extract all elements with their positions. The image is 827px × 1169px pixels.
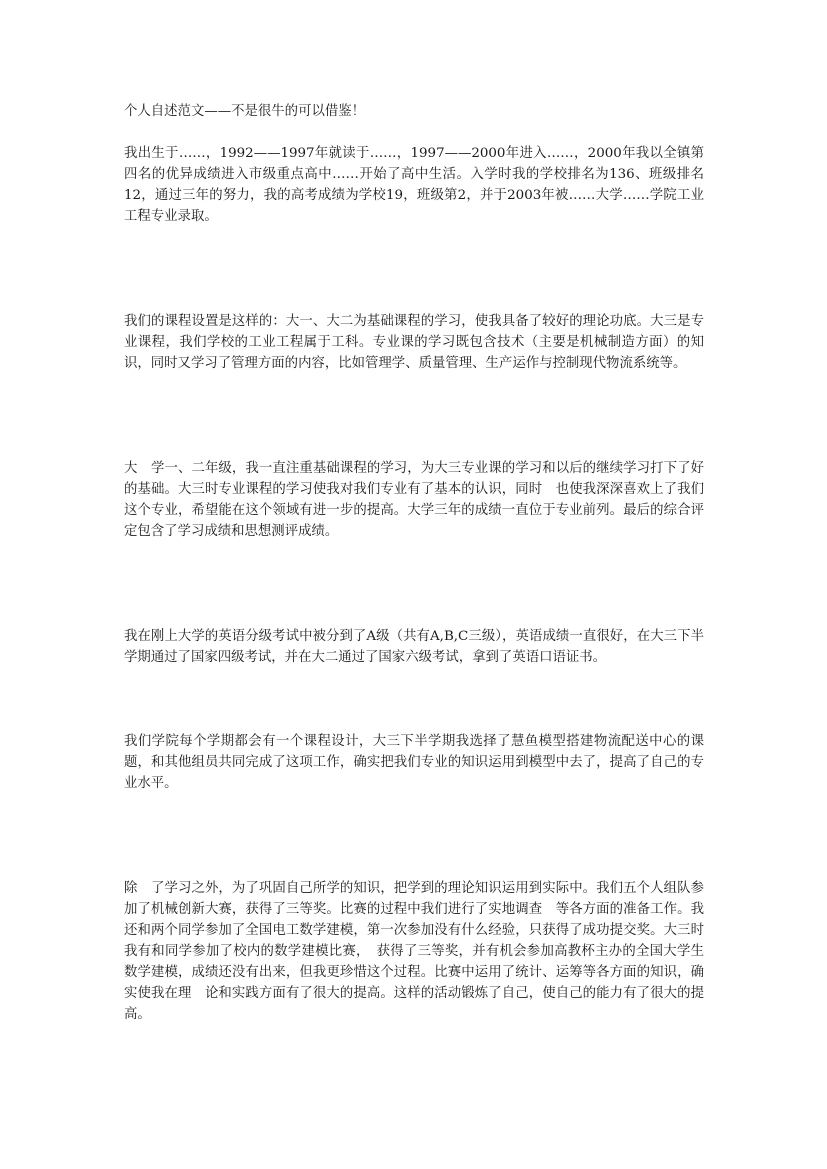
paragraph-study-record: 大 学一、二年级，我一直注重基础课程的学习，为大三专业课的学习和以后的继续学习打下了好的基础。大三时专业课程的学习使我对我们专业有了基本的认识，同时 也使我深深喜欢上了我们这个专业，希望能在这个领域有进一步的提高。大学三年的成绩一直位于专业前列。最后的综合评定包含了学习成绩和思想测评成绩。 bbox=[124, 461, 704, 539]
paragraph-birth-education: 我出生于……，1992——1997年就读于……，1997——2000年进入……，2000年我以全镇第四名的优异成绩进入市级重点高中……开始了高中生活。入学时我的学校排名为136、班级排名12，通过三年的努力，我的高考成绩为学校19，班级第2，并于2003年被……大学……学院工业工程专业录取。 bbox=[124, 146, 704, 224]
document-title: 个人自述范文——不是很牛的可以借鉴！ bbox=[124, 104, 366, 119]
paragraph-course-design: 我们学院每个学期都会有一个课程设计，大三下半学期我选择了慧鱼模型搭建物流配送中心的课题，和其他组员共同完成了这项工作，确实把我们专业的知识运用到模型中去了，提高了自己的专业水平。 bbox=[124, 734, 704, 791]
paragraph-english: 我在刚上大学的英语分级考试中被分到了A级（共有A,B,C三级），英语成绩一直很好，在大三下半学期通过了国家四级考试，并在大二通过了国家六级考试，拿到了英语口语证书。 bbox=[124, 629, 704, 665]
document-body bbox=[124, 101, 704, 1025]
paragraph-competitions: 除 了学习之外，为了巩固自己所学的知识，把学到的理论知识运用到实际中。我们五个人组队参加了机械创新大赛，获得了三等奖。比赛的过程中我们进行了实地调查 等各方面的准备工作。我还和两个同学参加了全国电工数学建模，第一次参加没有什么经验，只获得了成功提交奖。大三时我有和同学参加了校内的数学建模比赛， 获得了三等奖，并有机会参加高教杯主办的全国大学生数学建模，成绩还没有出来，但我更珍惜这个过程。比赛中运用了统计、运筹等各方面的知识，确实使我在理 论和实践方面有了很大的提高。这样的活动锻炼了自己，使自己的能力有了很大的提高。 bbox=[124, 881, 704, 1022]
paragraph-curriculum: 我们的课程设置是这样的：大一、大二为基础课程的学习，使我具备了较好的理论功底。大三是专业课程，我们学校的工业工程属于工科。专业课的学习既包含技术（主要是机械制造方面）的知识，同时又学习了管理方面的内容，比如管理学、质量管理、生产运作与控制现代物流系统等。 bbox=[124, 314, 704, 371]
